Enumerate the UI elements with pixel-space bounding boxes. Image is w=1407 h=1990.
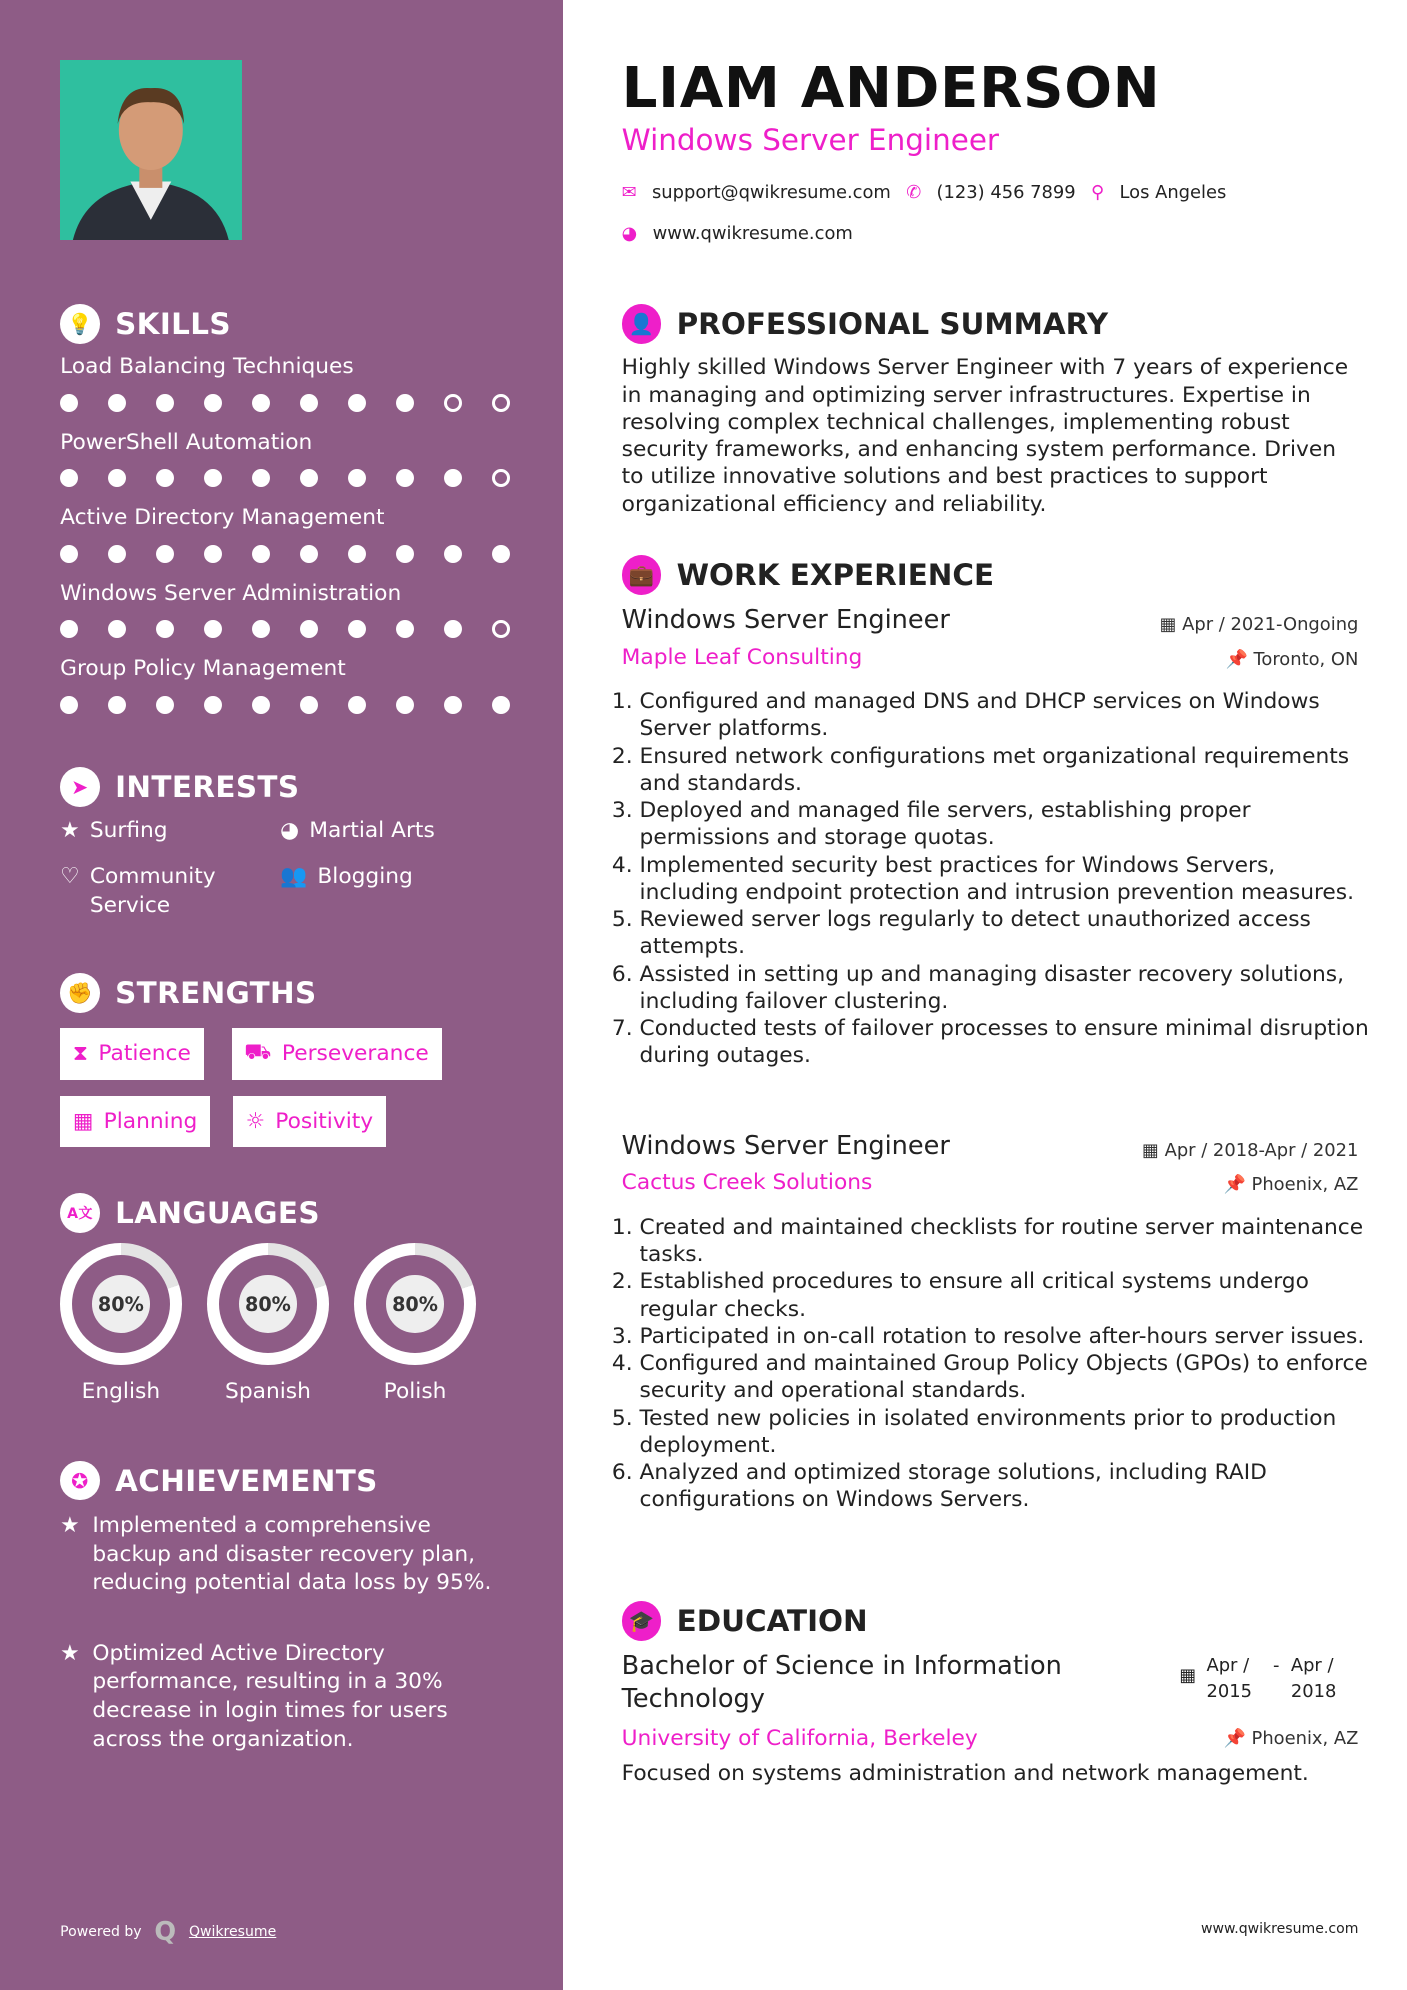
summary-heading: 👤 PROFESSIONAL SUMMARY [622,304,1108,344]
phone-icon: ✆ [906,181,922,203]
dates-text: Apr / 2018-Apr / 2021 [1164,1139,1359,1161]
skill-rating [60,545,509,563]
skill-label: PowerShell Automation [60,429,313,455]
language-percent: 80% [239,1275,297,1333]
candidate-name: LIAM ANDERSON [621,56,1161,122]
rating-dot [348,696,366,714]
strengths-heading: ✊ STRENGTHS [60,973,317,1013]
rating-dot [204,545,222,563]
education-location: 📌 Phoenix, AZ [1223,1728,1359,1750]
rating-dot [204,696,222,714]
rating-dot [108,545,126,563]
profile-photo [60,60,242,240]
rating-dot [108,469,126,487]
rating-dot [252,696,270,714]
rating-dot [348,394,366,412]
rating-dot [396,394,414,412]
interest-item: ♡ Community Service [60,863,252,919]
rating-dot [492,620,510,638]
job-dates [1142,1140,1358,1161]
rating-dot [156,469,174,487]
bullet-item: 1. Created and maintained checklists for routine server maintenance tasks. [640,1214,1372,1269]
map-pin-icon: ⚲ [1091,181,1105,203]
rating-dot [156,620,174,638]
rating-dot [444,394,462,412]
rating-dot [108,620,126,638]
users-icon: 👥 [280,864,308,890]
hand-icon: ♡ [60,864,80,890]
website-row [622,223,853,244]
rating-dot [348,469,366,487]
skill-rating [60,620,509,638]
star-icon: ★ [60,1512,80,1538]
pin-icon: 📌 [1223,1174,1252,1196]
bullet-item: 7. Conducted tests of failover processes to ensure minimal disruption during outages. [640,1015,1372,1070]
skill-rating [60,394,509,412]
fist-icon: ✊ [60,973,100,1013]
language-name: Polish [383,1378,447,1404]
strength-tag: ⛟ Perseverance [232,1028,442,1079]
graduation-icon: 🎓 [622,1601,662,1641]
rating-dot [396,620,414,638]
dates-text: Apr / 2021-Ongoing [1182,613,1359,635]
rating-dot [252,545,270,563]
skills-heading: 💡 SKILLS [60,304,231,344]
rating-dot [348,545,366,563]
rating-dot [444,620,462,638]
rating-dot [444,696,462,714]
job-title: Windows Server Engineer [621,122,999,157]
rating-dot [492,545,510,563]
company: Maple Leaf Consulting [621,644,863,670]
rating-dot [444,469,462,487]
rating-dot [300,696,318,714]
company: Cactus Creek Solutions [621,1170,873,1196]
education-dates: ▦ Apr / 2015 - Apr / 2018 [1179,1653,1347,1707]
lightbulb-icon: 💡 [60,304,100,344]
calendar-icon: ▦ [1179,1664,1197,1686]
rating-dot [156,545,174,563]
location-text: Toronto, ON [1253,648,1359,670]
rating-dot [252,620,270,638]
rating-dot [396,696,414,714]
rating-dot [60,696,78,714]
job-bullets [617,688,1372,1070]
bullet-item: 6. Assisted in setting up and managing disaster recovery solutions, including failover clustering. [640,961,1372,1016]
powered-by: Powered by Q Qwikresume [60,1917,277,1948]
skill-label: Windows Server Administration [60,580,402,606]
rating-dot [108,696,126,714]
achievements-heading: ✪ ACHIEVEMENTS [60,1461,378,1501]
envelope-icon: ✉ [621,181,637,203]
rating-dot [348,620,366,638]
education-description: Focused on systems administration and network management. [621,1761,1309,1787]
calendar-icon: ▦ [1141,1139,1165,1161]
job-title: Windows Server Engineer [621,1130,950,1161]
interest-item: ★ Surfing [60,817,168,845]
globe-icon: ◕ [280,818,300,844]
interest-item: 👥 Blogging [280,863,413,891]
language-name: Spanish [225,1378,311,1404]
website-link[interactable]: www.qwikresume.com [652,222,853,244]
calendar-icon: ▦ [1159,613,1183,635]
binoculars-icon: ⛟ [244,1039,272,1065]
translate-icon: A文 [60,1193,100,1233]
calendar-icon: ▦ [72,1109,94,1135]
bullet-item: 3. Participated in on-call rotation to resolve after-hours server issues. [640,1323,1372,1350]
achievement-item: ★ Implemented a comprehensive backup and disaster recovery plan, reducing potential data loss by 95%. [60,1512,495,1598]
language-name: English [81,1378,161,1404]
strength-tag: ⧗ Patience [60,1028,204,1079]
strength-tag: ▦ Planning [60,1096,210,1147]
skill-label: Active Directory Management [60,505,385,531]
language-ring [207,1243,329,1365]
pin-icon: 📌 [1225,648,1254,670]
hourglass-icon: ⧗ [72,1041,89,1067]
bullet-item: 4. Implemented security best practices for Windows Servers, including endpoint protection and intrusion prevention measures. [640,852,1372,907]
rating-dot [396,545,414,563]
qwikresume-link[interactable]: Qwikresume [188,1924,277,1941]
bullet-item: 6. Analyzed and optimized storage solutions, including RAID configurations on Windows Servers. [640,1459,1372,1514]
job-title: Windows Server Engineer [621,605,950,635]
interest-item: ◕ Martial Arts [280,817,435,845]
rating-dot [108,394,126,412]
rating-dot [444,545,462,563]
language-ring [60,1243,182,1365]
star-icon: ★ [60,818,80,844]
skill-label: Load Balancing Techniques [60,354,354,380]
bullet-item: 3. Deployed and managed file servers, establishing proper permissions and storage quotas. [640,797,1372,852]
briefcase-icon: 💼 [622,555,662,595]
star-icon: ★ [60,1640,80,1666]
skill-rating [60,469,509,487]
rating-dot [300,394,318,412]
sidebar [0,0,563,1990]
skill-rating [60,696,509,714]
rating-dot [252,394,270,412]
rating-dot [204,469,222,487]
rating-dot [252,469,270,487]
qwikresume-logo-icon: Q [154,1917,177,1948]
rating-dot [204,394,222,412]
rating-dot [156,394,174,412]
degree: Bachelor of Science in Information Technology [621,1651,1062,1715]
job-dates [1160,614,1359,635]
bullet-item: 2. Established procedures to ensure all critical systems undergo regular checks. [640,1268,1372,1323]
email-link[interactable]: support@qwikresume.com [651,181,891,203]
rating-dot [60,545,78,563]
achievement-item: ★ Optimized Active Directory performance, resulting in a 30% decrease in login times for users across the organization. [60,1640,495,1755]
job-location [1224,1174,1359,1195]
language-percent: 80% [386,1275,444,1333]
school: University of California, Berkeley [621,1725,978,1751]
footer-website[interactable]: www.qwikresume.com [1201,1921,1359,1938]
rating-dot [492,696,510,714]
rating-dot [300,469,318,487]
bullet-item: 2. Ensured network configurations met organizational requirements and standards. [640,743,1372,798]
rating-dot [204,620,222,638]
bullet-item: 1. Configured and managed DNS and DHCP services on Windows Server platforms. [640,688,1372,743]
language-percent: 80% [92,1275,150,1333]
rating-dot [300,545,318,563]
education-heading: 🎓 EDUCATION [622,1601,868,1641]
location-text: Phoenix, AZ [1251,1174,1359,1196]
rating-dot [492,469,510,487]
rating-dot [60,620,78,638]
strength-tag: ☼ Positivity [233,1096,386,1147]
rating-dot [60,469,78,487]
user-icon: 👤 [622,304,662,344]
job-location [1226,649,1359,670]
rating-dot [396,469,414,487]
work-heading: 💼 WORK EXPERIENCE [622,555,994,595]
rating-dot [156,696,174,714]
paper-plane-icon: ➤ [60,767,100,807]
star-badge-icon: ✪ [60,1461,100,1501]
skill-label: Group Policy Management [60,656,346,682]
rating-dot [492,394,510,412]
job-bullets [617,1214,1372,1514]
contact-row: ✉ support@qwikresume.com ✆ (123) 456 7899 ⚲ Los Angeles [621,181,1227,203]
language-ring [354,1243,476,1365]
languages-heading: A文 LANGUAGES [60,1193,320,1233]
bullet-item: 5. Reviewed server logs regularly to detect unauthorized access attempts. [640,906,1372,961]
bullet-item: 5. Tested new policies in isolated environments prior to production deployment. [640,1405,1372,1460]
sun-icon: ☼ [245,1109,266,1135]
pin-icon: 📌 [1223,1728,1252,1750]
interests-heading: ➤ INTERESTS [60,767,299,807]
summary-text: Highly skilled Windows Server Engineer with 7 years of experience in managing and optimizing server infrastructures. Expertise in resolving complex technical challenges, implementing robust security frameworks, and enhancing system performance. Driven to utilize innovative solutions and best practices to support organizational efficiency and reliability. [621,355,1349,517]
rating-dot [300,620,318,638]
rating-dot [60,394,78,412]
globe-icon: ◕ [621,222,638,244]
bullet-item: 4. Configured and maintained Group Policy Objects (GPOs) to enforce security and operational standards. [640,1350,1372,1405]
